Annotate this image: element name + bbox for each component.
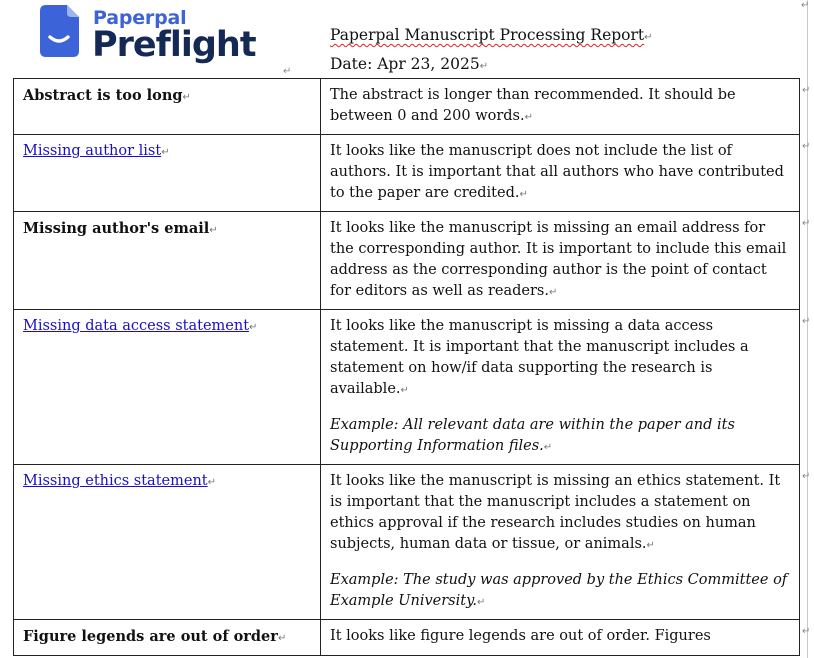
- row-end-mark: ↵: [802, 217, 811, 229]
- issue-description-cell: [321, 620, 800, 656]
- issue-row: [14, 465, 800, 620]
- paragraph-mark: ↵: [519, 189, 528, 200]
- issue-name-cell: [14, 79, 321, 135]
- row-end-mark: ↵: [802, 140, 811, 152]
- paragraph-mark: ↵: [277, 633, 287, 644]
- issue-description-cell: [321, 135, 800, 212]
- issue-description: It looks like the manuscript is missing an email address for the corresponding author. It is important to include this email address as the corresponding author is the point of contact for editors as well as readers.: [330, 220, 787, 299]
- issue-example: Example: The study was approved by the Ethics Committee of Example University.: [330, 572, 788, 609]
- paperpal-logo-icon: [38, 3, 84, 59]
- issue-description: The abstract is longer than recommended. It should be between 0 and 200 words.: [330, 87, 736, 124]
- issue-description: It looks like the manuscript is missing a data access statement. It is important that the manuscript includes a statement on how/if data supporting the research is available.: [330, 318, 749, 397]
- issue-description: It looks like the manuscript does not include the list of authors. It is important that all authors who have contributed to the paper are credited.: [330, 143, 784, 201]
- issue-name-cell: [14, 212, 321, 310]
- row-end-mark: ↵: [802, 470, 811, 482]
- issue-name-cell: [14, 135, 321, 212]
- paragraph-mark: ↵: [543, 442, 553, 453]
- issue-name-cell: [14, 620, 321, 656]
- paragraph-mark: ↵: [524, 112, 534, 123]
- paragraph-mark: ↵: [548, 287, 558, 298]
- issue-description: It looks like figure legends are out of order. Figures: [330, 628, 711, 644]
- issue-name-cell: [14, 465, 321, 620]
- paragraph-mark: ↵: [801, 0, 810, 11]
- logo-brand-text: Paperpal: [93, 7, 187, 29]
- issue-name-link[interactable]: Missing author list: [23, 143, 162, 159]
- page-edge: [807, 0, 808, 658]
- paragraph-mark: ↵: [479, 61, 489, 72]
- row-end-mark: ↵: [802, 625, 811, 637]
- report-header: [330, 22, 653, 80]
- report-title: Paperpal Manuscript Processing Report: [330, 26, 645, 44]
- issue-name-link[interactable]: Missing data access statement: [23, 318, 250, 334]
- paragraph-mark: ↵: [249, 322, 258, 333]
- paperpal-preflight-logo: [38, 3, 258, 69]
- paragraph-mark: ↵: [644, 32, 653, 43]
- issue-row: [14, 135, 800, 212]
- paragraph-mark: ↵: [476, 597, 486, 608]
- issue-row: [14, 79, 800, 135]
- issue-description: It looks like the manuscript is missing an ethics statement. It is important that the manuscript includes a statement on ethics approval if the research includes studies on human subjects, human data or tissue, or animals.: [330, 473, 781, 552]
- paragraph-mark: ↵: [207, 477, 216, 488]
- logo-product-text: Preflight: [92, 25, 256, 65]
- issue-description-cell: [321, 79, 800, 135]
- issue-example: Example: All relevant data are within the paper and its Supporting Information files.: [330, 417, 735, 454]
- paragraph-mark: ↵: [161, 147, 170, 158]
- issue-name: Abstract is too long: [23, 87, 183, 104]
- row-end-mark: ↵: [802, 315, 811, 327]
- issue-description-cell: [321, 212, 800, 310]
- paragraph-mark: ↵: [209, 225, 218, 236]
- row-end-mark: ↵: [802, 84, 811, 96]
- paragraph-mark: ↵: [182, 92, 191, 103]
- paragraph-mark: ↵: [400, 385, 409, 396]
- paragraph-mark: ↵: [646, 540, 655, 551]
- issue-row: [14, 212, 800, 310]
- issue-name: Figure legends are out of order: [23, 628, 278, 645]
- issue-description-cell: [321, 465, 800, 620]
- issue-description-cell: [321, 310, 800, 465]
- issues-table: [13, 78, 800, 656]
- issue-row: [14, 620, 800, 656]
- report-date: Date: Apr 23, 2025: [330, 55, 480, 73]
- issue-name-link[interactable]: Missing ethics statement: [23, 473, 208, 489]
- issue-row: [14, 310, 800, 465]
- issue-name: Missing author's email: [23, 220, 210, 237]
- issue-name-cell: [14, 310, 321, 465]
- paragraph-mark: ↵: [283, 66, 292, 77]
